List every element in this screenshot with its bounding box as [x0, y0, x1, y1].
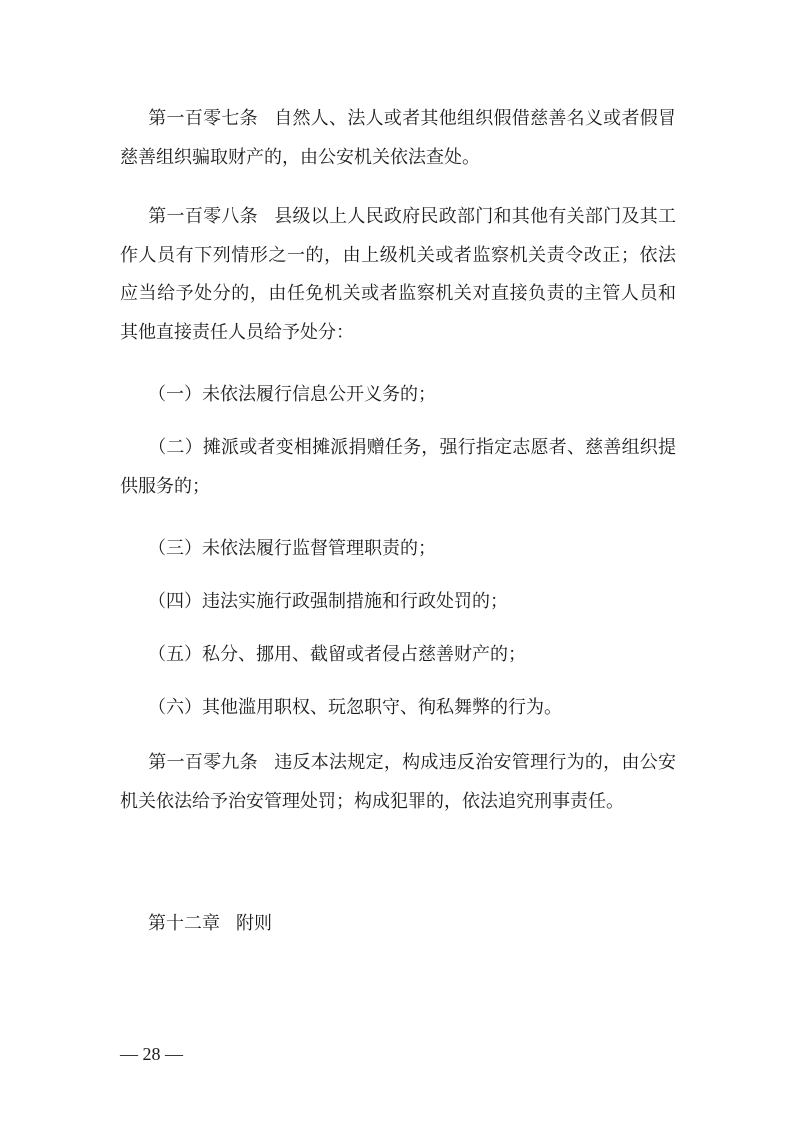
article-108-item-2	[120, 429, 676, 506]
item-text: （二）摊派或者变相摊派捐赠任务，强行指定志愿者、慈善组织提供服务的；	[120, 437, 676, 497]
article-108	[120, 198, 676, 352]
chapter-title: 附则	[236, 913, 272, 934]
item-text: （六）其他滥用职权、玩忽职守、徇私舞弊的行为。	[148, 697, 562, 718]
article-109	[120, 744, 676, 821]
chapter-label: 第十二章	[148, 913, 220, 934]
article-108-item-1	[120, 376, 676, 415]
item-text: （三）未依法履行监督管理职责的；	[148, 538, 436, 559]
article-108-item-3	[120, 530, 676, 569]
item-text: （一）未依法履行信息公开义务的；	[148, 384, 436, 405]
article-107	[120, 100, 676, 177]
article-107-text: 自然人、法人或者其他组织假借慈善名义或者假冒慈善组织骗取财产的，由公安机关依法查处。	[120, 108, 677, 168]
article-109-text: 违反本法规定，构成违反治安管理行为的，由公安机关依法给予治安管理处罚；构成犯罪的，依法追究刑事责任。	[120, 752, 677, 812]
article-108-item-6	[120, 689, 676, 728]
page-number: — 28 —	[120, 1044, 183, 1064]
article-107-label: 第一百零七条	[148, 108, 258, 129]
article-109-label: 第一百零九条	[148, 752, 258, 773]
chapter-heading	[148, 905, 272, 943]
article-108-item-4	[120, 583, 676, 622]
item-text: （五）私分、挪用、截留或者侵占慈善财产的；	[148, 644, 526, 665]
item-text: （四）违法实施行政强制措施和行政处罚的；	[148, 591, 508, 612]
article-108-label: 第一百零八条	[148, 206, 258, 227]
article-108-item-5	[120, 636, 676, 675]
article-108-text: 县级以上人民政府民政部门和其他有关部门及其工作人员有下列情形之一的，由上级机关或者监察机关责令改正；依法应当给予处分的，由任免机关或者监察机关对直接负责的主管人员和其他直接责任人员给予处分：	[120, 206, 677, 343]
